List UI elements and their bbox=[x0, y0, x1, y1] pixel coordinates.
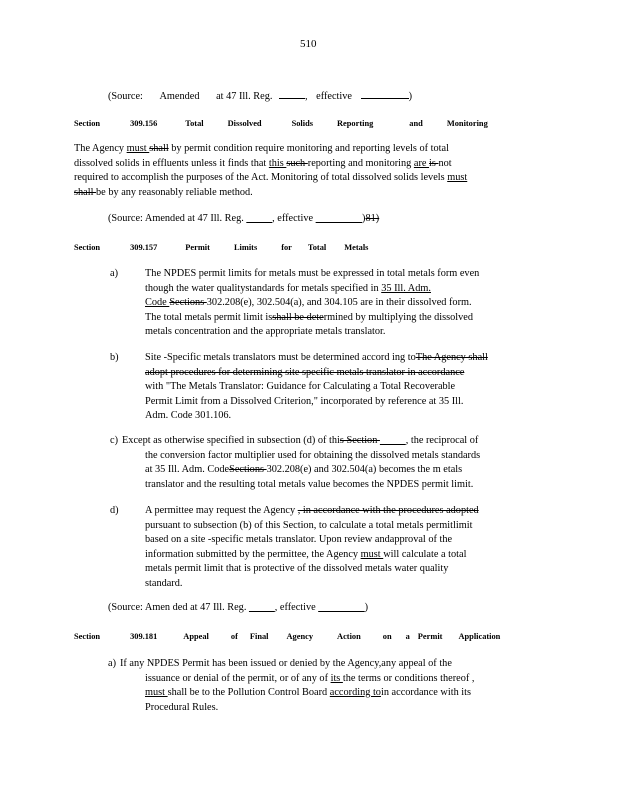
source-effective: effective bbox=[316, 91, 352, 102]
heading-word: Monitoring bbox=[446, 119, 488, 128]
heading-word: a bbox=[405, 632, 410, 641]
text-run: ) bbox=[364, 602, 369, 613]
inserted-text: _________ bbox=[318, 602, 365, 613]
text-run: Site -Specific metals translators must be determined accord ing to bbox=[145, 352, 416, 363]
heading-word: Section bbox=[74, 243, 101, 252]
text-run: not bbox=[438, 157, 452, 169]
heading-word: Application bbox=[458, 632, 501, 641]
paragraph-line bbox=[145, 673, 474, 685]
heading-word: Appeal bbox=[183, 632, 209, 641]
inserted-text: _____ bbox=[246, 213, 273, 224]
paragraph-line bbox=[145, 283, 431, 295]
deleted-text: adopt procedures for determining site specific metals translator in accordance bbox=[145, 366, 465, 378]
heading-word: Action bbox=[337, 632, 361, 641]
text-run: at 35 Ill. Adm. Code bbox=[145, 464, 230, 475]
paragraph-line bbox=[74, 158, 452, 170]
inserted-text: this bbox=[268, 157, 287, 169]
text-run: The NPDES permit limits for metals must be expressed in total metals form even bbox=[145, 268, 480, 279]
text-run: (Source: Amen ded at 47 Ill. Reg. bbox=[108, 602, 249, 613]
text-run: by permit condition require monitoring and reporting levels of total bbox=[168, 143, 449, 154]
text-run: metals permit limit that is protective of the dissolved metals water quality bbox=[145, 563, 449, 574]
heading-word: of bbox=[230, 632, 238, 641]
deleted-text: , in accordance with the procedures adopted bbox=[297, 505, 479, 516]
source-note bbox=[108, 213, 379, 225]
source-reg: at 47 Ill. Reg. bbox=[216, 91, 273, 102]
heading-word: for bbox=[281, 243, 292, 252]
text-run: the conversion factor multiplier used for obtaining the dissolved metals standards bbox=[145, 449, 481, 461]
text-run: shall be to the Pollution Control Board bbox=[167, 687, 330, 698]
deleted-text: 81) bbox=[365, 213, 380, 224]
text-run: , the reciprocal of bbox=[405, 435, 479, 446]
paragraph-line bbox=[145, 563, 448, 575]
heading-word: 309.157 bbox=[130, 243, 158, 252]
paragraph-line bbox=[145, 578, 182, 590]
paragraph-line bbox=[145, 268, 479, 280]
text-run: pursuant to subsection (b) of this Section, to calculate a total metals permitlimit bbox=[145, 519, 473, 531]
inserted-text: are bbox=[413, 157, 430, 169]
paragraph-line bbox=[145, 687, 471, 699]
text-run: , effective bbox=[274, 602, 319, 613]
heading-word: Section bbox=[74, 632, 101, 641]
text-run: If any NPDES Permit has been issued or denied by the Agency,any appeal of the bbox=[120, 658, 452, 669]
paragraph-line bbox=[145, 297, 472, 309]
heading-word: 309.181 bbox=[130, 632, 158, 641]
heading-word: Final bbox=[249, 632, 269, 641]
text-run: dissolved solids in effluents unless it finds that bbox=[74, 157, 269, 169]
text-run: metals concentration and the appropriate metals translator. bbox=[145, 326, 386, 337]
paragraph-line bbox=[145, 464, 462, 476]
heading-word: and bbox=[409, 119, 423, 128]
paragraph-line bbox=[145, 520, 472, 532]
paragraph-line bbox=[145, 549, 466, 561]
paragraph-line bbox=[145, 410, 231, 422]
subsection-label: d) bbox=[110, 505, 119, 516]
paragraph-line bbox=[145, 381, 455, 393]
text-run: translator and the resulting total metals value becomes the NPDES permit limit. bbox=[145, 478, 474, 490]
paragraph-line bbox=[145, 534, 452, 546]
text-run: , effective bbox=[272, 213, 316, 224]
text-run: Except as otherwise specified in subsection (d) of thi bbox=[122, 435, 340, 446]
paragraph-line bbox=[145, 479, 473, 491]
deleted-text: shall bbox=[149, 143, 169, 154]
heading-word: Total bbox=[307, 243, 327, 252]
paragraph-line bbox=[145, 326, 385, 338]
paragraph-line bbox=[145, 352, 488, 364]
inserted-text: 35 Ill. Adm. bbox=[381, 282, 431, 294]
inserted-text: must bbox=[145, 687, 168, 698]
inserted-text: _________ bbox=[315, 213, 363, 224]
text-run: 302.208(e), 302.504(a), and 304.105 are in their dissolved form. bbox=[206, 297, 472, 308]
inserted-text: must bbox=[447, 172, 468, 183]
text-run: (Source: Amended at 47 Ill. Reg. bbox=[108, 213, 247, 224]
heading-word: Reporting bbox=[337, 119, 374, 128]
text-run: The Agency bbox=[74, 143, 127, 154]
deleted-text: shall bbox=[74, 186, 97, 198]
page-number: 510 bbox=[300, 38, 317, 50]
source-note: (Source: Amended at 47 Ill. Reg. , effective ) bbox=[108, 91, 412, 102]
paragraph-line bbox=[145, 702, 218, 714]
text-run: based on a site -specific metals translator. Upon review andapproval of the bbox=[145, 534, 453, 545]
text-run: ) bbox=[362, 213, 366, 224]
subsection-label: a) bbox=[108, 658, 116, 669]
text-run: Permit Limit from a Dissolved Criterion," incorporated by reference at 35 Ill. bbox=[145, 395, 464, 407]
paragraph-line bbox=[145, 450, 480, 462]
inserted-text: according to bbox=[329, 687, 381, 698]
subsection-label: a) bbox=[110, 268, 118, 279]
text-run: with "The Metals Translator: Guidance for Calculating a Total Recoverable bbox=[145, 381, 456, 392]
heading-word: Limits bbox=[233, 243, 258, 252]
deleted-text: is bbox=[429, 157, 439, 169]
text-run: reporting and monitoring bbox=[307, 157, 414, 169]
inserted-text: must bbox=[360, 548, 384, 560]
inserted-text: its bbox=[330, 672, 343, 684]
heading-word: Agency bbox=[286, 632, 314, 641]
section-heading bbox=[74, 631, 518, 643]
text-run: Procedural Rules. bbox=[145, 701, 219, 713]
section-heading bbox=[74, 242, 386, 254]
text-run: in accordance with its bbox=[380, 687, 472, 698]
deleted-text: The Agency shall bbox=[415, 352, 488, 363]
paragraph-line bbox=[74, 172, 467, 184]
subsection-label: c) bbox=[110, 435, 118, 446]
inserted-text: must bbox=[126, 143, 150, 154]
subsection-label: b) bbox=[110, 352, 119, 363]
text-run: A permittee may request the Agency bbox=[145, 505, 298, 516]
heading-word: on bbox=[382, 632, 392, 641]
source-label: (Source: bbox=[108, 91, 143, 102]
paragraph-line bbox=[74, 187, 253, 199]
paragraph-line bbox=[120, 658, 452, 670]
paragraph-line bbox=[145, 312, 473, 324]
deleted-text: such bbox=[286, 157, 308, 169]
text-run: will calculate a total bbox=[383, 548, 467, 560]
heading-word: Dissolved bbox=[227, 119, 262, 128]
text-run: rmined by multiplying the dissolved bbox=[323, 311, 474, 323]
paragraph-line bbox=[145, 396, 463, 408]
text-run: be by any reasonably reliable method. bbox=[96, 186, 253, 198]
paragraph-line bbox=[145, 367, 464, 379]
heading-word: Metals bbox=[344, 243, 369, 252]
source-amended: Amended bbox=[159, 91, 200, 102]
source-close: ) bbox=[408, 91, 412, 102]
deleted-text: shall be dete bbox=[272, 311, 324, 323]
source-note bbox=[108, 602, 368, 614]
paragraph-line bbox=[74, 143, 449, 155]
paragraph-line bbox=[145, 505, 479, 517]
heading-word: Total bbox=[185, 119, 204, 128]
text-run: Adm. Code 301.106. bbox=[145, 410, 232, 421]
deleted-text: s Section bbox=[339, 435, 380, 446]
text-run: the terms or conditions thereof , bbox=[342, 672, 475, 684]
source-blank bbox=[361, 89, 409, 99]
inserted-text: _____ bbox=[248, 602, 275, 613]
text-run: required to accomplish the purposes of the Act. Monitoring of total dissolved solids levels bbox=[74, 172, 448, 183]
text-run: information submitted by the permittee, the Agency bbox=[145, 548, 361, 560]
inserted-text: _____ bbox=[379, 435, 406, 446]
deleted-text: Sections bbox=[169, 297, 207, 308]
heading-word: Solids bbox=[291, 119, 313, 128]
heading-word: Permit bbox=[417, 632, 443, 641]
text-run: 302.208(e) and 302.504(a) becomes the m etals bbox=[266, 464, 463, 475]
section-heading bbox=[74, 118, 506, 130]
text-run: standard. bbox=[145, 577, 183, 589]
heading-word: 309.156 bbox=[130, 119, 158, 128]
text-run: The total metals permit limit is bbox=[145, 311, 273, 323]
paragraph-line bbox=[122, 435, 478, 447]
text-run: though the water qualitystandards for metals specified in bbox=[145, 282, 382, 294]
source-blank bbox=[279, 89, 305, 99]
inserted-text: Code bbox=[145, 297, 170, 308]
deleted-text: Sections bbox=[229, 464, 267, 475]
heading-word: Permit bbox=[185, 243, 210, 252]
heading-word: Section bbox=[74, 119, 101, 128]
text-run: issuance or denial of the permit, or of any of bbox=[145, 672, 331, 684]
